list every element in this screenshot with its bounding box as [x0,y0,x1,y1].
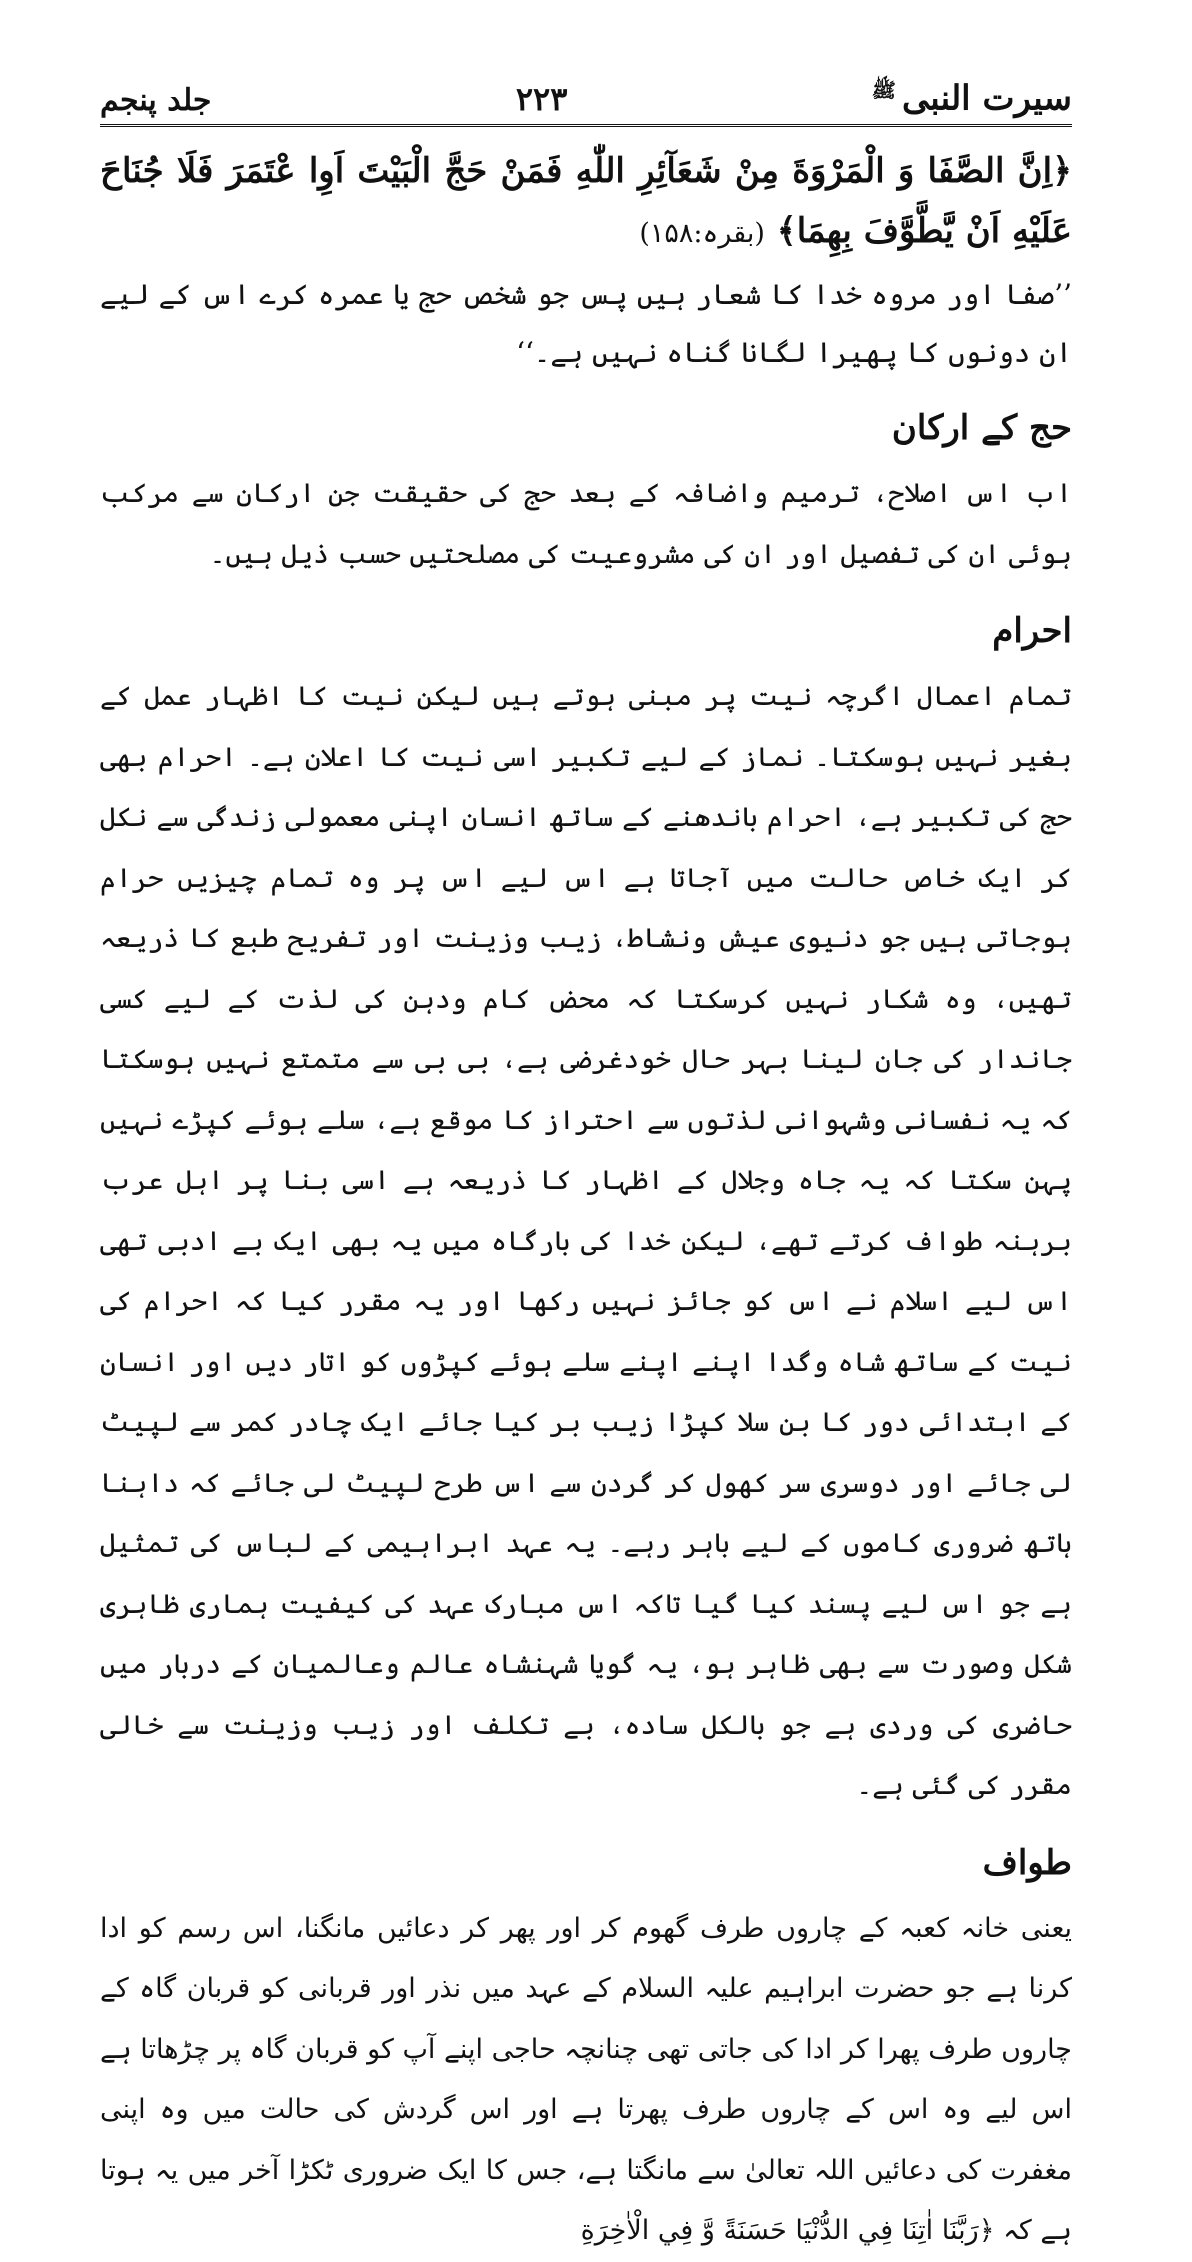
paragraph-arkan: اب اس اصلاح، ترمیم واضافہ کے بعد حج کی حقیقت جن ارکان سے مرکب ہوئی ان کی تفصیل اور ان کی مشروعیت کی مصلحتیں حسب ذیل ہیں۔ [100,478,1072,570]
page-number: ۲۲۳ [515,80,568,118]
verse-translation: ’’صفا اور مروہ خدا کا شعار ہیں پس جو شخص حج یا عمرہ کرے اس کے لیے ان دونوں کا پھیرا لگانا گناہ نہیں ہے۔‘‘ [100,278,1072,369]
volume-label: جلد پنجم [100,83,212,118]
section-heading-ihram: احرام [992,611,1072,651]
salutation-glyph: ﷺ [871,77,896,102]
section-heading-arkan: حج کے ارکان [891,408,1072,448]
running-header [100,62,1072,127]
book-title-text: سیرت النبی [901,78,1072,118]
quran-verse-text: ﴿اِنَّ الصَّفَا وَ الْمَرْوَةَ مِنْ شَعَآئِرِ اللّٰهِ فَمَنْ حَجَّ الْبَيْتَ اَوِا عْتَمَرَ فَلَا جُنَاحَ عَلَيْهِ اَنْ يَّطَّوَّفَ بِهِمَا﴾ [100,151,1072,251]
quran-verse [100,141,1072,264]
section-heading-tawaf: طواف [982,1842,1072,1883]
paragraph-ihram: تمام اعمال اگرچہ نیت پر مبنی ہوتے ہیں لیکن نیت کا اظہار عمل کے بغیر نہیں ہوسکتا۔ نماز کے لیے تکبیر اسی نیت کا اعلان ہے۔ احرام بھی حج کی تکبیر ہے، احرام باندھنے کے ساتھ انسان اپنی معمولی زندگی سے نکل کر ایک خاص حالت میں آجاتا ہے اس لیے اس پر وہ تمام چیزیں حرام ہوجاتی ہیں جو دنیوی عیش ونشاط، زیب وزینت اور تفریح طبع کا ذریعہ تھیں، وہ شکار نہیں کرسکتا کہ محض کام ودہن کی لذت کے لیے کسی جاندار کی جان لینا بہر حال خودغرضی ہے، بی بی سے متمتع نہیں ہوسکتا کہ یہ نفسانی وشہوانی لذتوں سے احتراز کا موقع ہے، سلے ہوئے کپڑے نہیں پہن سکتا کہ یہ جاہ وجلال کے اظہار کا ذریعہ ہے اسی بنا پر اہل عرب برہنہ طواف کرتے تھے، لیکن خدا کی بارگاہ میں یہ بھی ایک بے ادبی تھی اس لیے اسلام نے اس کو جائز نہیں رکھا اور یہ مقرر کیا کہ احرام کی نیت کے ساتھ شاہ وگدا اپنے اپنے سلے ہوئے کپڑوں کو اتار دیں اور انسان کے ابتدائی دور کا بن سلا کپڑا زیب بر کیا جائے ایک چادر کمر سے لپیٹ لی جائے اور دوسری سر کھول کر گردن سے اس طرح لپیٹ لی جائے کہ داہنا ہاتھ ضروری کاموں کے لیے باہر رہے۔ یہ عہد ابراہیمی کے لباس کی تمثیل ہے جو اس لیے پسند کیا گیا تاکہ اس مبارک عہد کی کیفیت ہماری ظاہری شکل وصورت سے بھی ظاہر ہو، یہ گویا شہنشاہ عالم وعالمیان کے دربار میں حاضری کی وردی ہے جو بالکل سادہ، بے تکلف اور زیب وزینت سے خالی مقرر کی گئی ہے۔ [100,681,1072,1801]
book-title [872,78,1072,118]
paragraph-tawaf: یعنی خانہ کعبہ کے چاروں طرف گھوم کر اور پھر کر دعائیں مانگنا، اس رسم کو ادا کرنا ہے جو حضرت ابراہیم علیہ السلام کے عہد میں نذر اور قربانی کو قربان گاہ کے چاروں طرف پھرا کر ادا کی جاتی تھی چنانچہ حاجی اپنے آپ کو قربان گاہ پر چڑھاتا ہے اس لیے وہ اس کے چاروں طرف پھرتا ہے اور اس گردش کی حالت میں وہ اپنی مغفرت کی دعائیں اللہ تعالیٰ سے مانگتا ہے، جس کا ایک ضروری ٹکڑا آخر میں یہ ہوتا ہے کہ ﴿رَبَّنَا اٰتِنَا فِي الدُّنْيَا حَسَنَةً وَّ فِي الْاٰخِرَةِ [100,1912,1072,2246]
verse-reference: (بقرہ:۱۵۸) [639,218,765,249]
